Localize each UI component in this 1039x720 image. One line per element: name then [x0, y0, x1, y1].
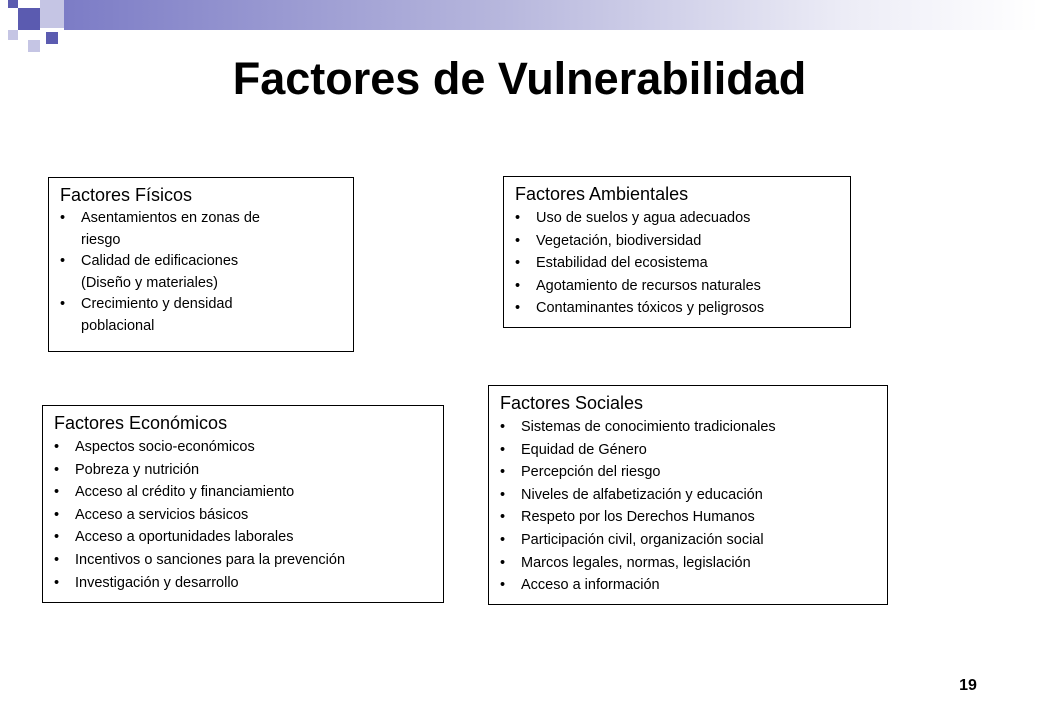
- item-text: riesgo: [81, 231, 121, 248]
- item-text: Asentamientos en zonas de: [81, 210, 260, 226]
- bullet-icon: •: [500, 509, 506, 526]
- bullet-icon: •: [54, 439, 60, 455]
- item-text: Percepción del riesgo: [521, 464, 661, 481]
- bullet-icon: •: [54, 506, 60, 523]
- bullet-icon: •: [500, 419, 506, 435]
- list-item: [515, 297, 842, 320]
- list-item: [515, 275, 842, 298]
- box-title-ambientales: Factores Ambientales: [515, 184, 689, 204]
- item-text: poblacional: [81, 317, 155, 334]
- item-text: (Diseño y materiales): [81, 274, 218, 291]
- item-text: Niveles de alfabetización y educación: [521, 486, 763, 503]
- bullet-icon: •: [60, 296, 66, 312]
- bullet-icon: •: [515, 255, 521, 272]
- bullet-icon: •: [54, 574, 60, 591]
- bullet-icon: •: [515, 277, 521, 294]
- list-item: [54, 481, 435, 504]
- list-item: [54, 459, 435, 482]
- page-number: 19: [959, 677, 977, 694]
- list-item: [500, 552, 879, 575]
- bullet-icon: •: [54, 461, 60, 478]
- box-factores-fisicos: [48, 177, 354, 352]
- item-text: Incentivos o sanciones para la prevención: [75, 551, 346, 568]
- list-item: [60, 294, 345, 316]
- list-item: [54, 549, 435, 572]
- bullet-icon: •: [515, 232, 521, 249]
- list-economicos: [54, 436, 435, 594]
- bullet-icon: •: [500, 464, 506, 481]
- box-title-economicos: Factores Económicos: [54, 413, 228, 433]
- item-text: Calidad de edificaciones: [81, 253, 239, 269]
- box-title-fisicos: Factores Físicos: [60, 185, 193, 205]
- list-item: [500, 574, 879, 597]
- list-item: [500, 506, 879, 529]
- item-text: Investigación y desarrollo: [75, 574, 239, 591]
- list-item: [515, 230, 842, 253]
- box-title-sociales: Factores Sociales: [500, 393, 644, 413]
- bullet-icon: •: [500, 577, 506, 594]
- bullet-icon: •: [60, 210, 66, 226]
- list-sociales: [500, 416, 879, 597]
- item-text: Equidad de Género: [521, 441, 647, 458]
- list-item: [60, 208, 345, 230]
- bullet-icon: •: [54, 529, 60, 546]
- deco-square-large-dark: [18, 8, 40, 30]
- bullet-icon: •: [515, 300, 521, 317]
- item-text: Acceso a información: [521, 577, 660, 594]
- list-item: [515, 252, 842, 275]
- deco-square-small-dark-top: [8, 0, 18, 8]
- item-text: Marcos legales, normas, legislación: [521, 554, 751, 571]
- item-text: Acceso a servicios básicos: [75, 506, 249, 523]
- item-text: Estabilidad del ecosistema: [536, 255, 708, 272]
- deco-square-small-dark-mid: [46, 32, 58, 44]
- box-factores-sociales: [488, 385, 888, 605]
- list-item: [500, 461, 879, 484]
- deco-gradient-bar: [64, 0, 1039, 30]
- item-text: Agotamiento de recursos naturales: [536, 277, 761, 294]
- bullet-icon: •: [500, 486, 506, 503]
- slide-title: Factores de Vulnerabilidad: [232, 53, 807, 104]
- bullet-icon: •: [500, 554, 506, 571]
- list-ambientales: [515, 207, 842, 320]
- list-item: [54, 436, 435, 459]
- bullet-icon: •: [500, 531, 506, 548]
- bullet-icon: •: [515, 210, 521, 226]
- list-item: [500, 484, 879, 507]
- list-item: [515, 207, 842, 230]
- list-item: [54, 572, 435, 595]
- list-item-continuation: [60, 230, 345, 252]
- item-text: Acceso a oportunidades laborales: [75, 529, 294, 546]
- bullet-icon: •: [54, 551, 60, 568]
- list-item: [500, 416, 879, 439]
- list-fisicos: [60, 208, 345, 337]
- item-text: Crecimiento y densidad: [81, 296, 233, 312]
- list-item: [500, 439, 879, 462]
- list-item: [54, 504, 435, 527]
- item-text: Aspectos socio-económicos: [75, 439, 255, 455]
- list-item: [500, 529, 879, 552]
- item-text: Vegetación, biodiversidad: [536, 232, 702, 249]
- deco-square-large-light: [40, 0, 64, 28]
- bullet-icon: •: [54, 484, 60, 501]
- list-item: [60, 251, 345, 273]
- item-text: Participación civil, organización social: [521, 531, 764, 548]
- bullet-icon: •: [60, 253, 66, 269]
- bullet-icon: •: [500, 441, 506, 458]
- list-item: [54, 526, 435, 549]
- deco-square-small-light-left: [8, 30, 18, 40]
- item-text: Contaminantes tóxicos y peligrosos: [536, 300, 765, 317]
- item-text: Sistemas de conocimiento tradicionales: [521, 419, 776, 435]
- item-text: Acceso al crédito y financiamiento: [75, 484, 295, 501]
- box-factores-ambientales: [503, 176, 851, 328]
- item-text: Pobreza y nutrición: [75, 461, 200, 478]
- list-item-continuation: [60, 316, 345, 338]
- list-item-continuation: [60, 273, 345, 295]
- item-text: Respeto por los Derechos Humanos: [521, 509, 755, 526]
- item-text: Uso de suelos y agua adecuados: [536, 210, 751, 226]
- box-factores-economicos: [42, 405, 444, 603]
